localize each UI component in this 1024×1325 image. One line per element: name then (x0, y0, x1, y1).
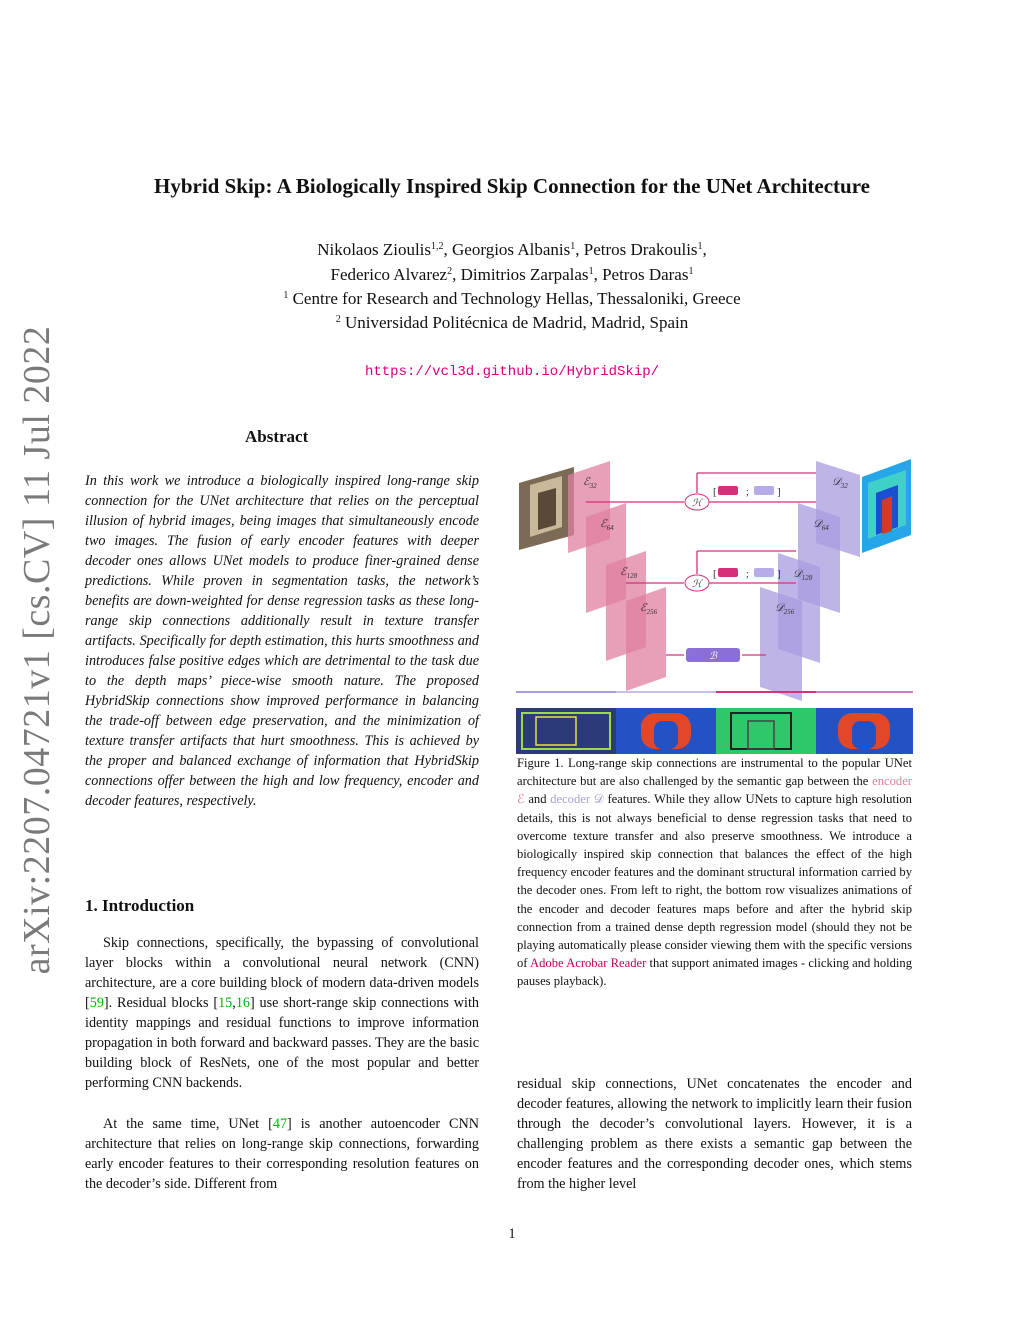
citation-link[interactable]: 15 (218, 995, 233, 1011)
author-affiliation-mark: 1 (588, 266, 594, 277)
author-name: Federico Alvarez (330, 265, 448, 284)
abstract-heading: Abstract (245, 427, 309, 446)
concat-separator: ; (746, 569, 749, 580)
author-name: Georgios Albanis (452, 240, 571, 259)
encoder-term: encoder ℰ (517, 774, 912, 807)
author-separator: , (443, 240, 453, 259)
author-affiliation-mark: 1 (697, 241, 703, 252)
decoder-plane (760, 587, 802, 701)
figure-caption (517, 754, 912, 991)
hybrid-label: ℋ (692, 579, 702, 590)
decoder-plane-label: 𝒟$_{128}$ (793, 568, 813, 582)
decoder-plane-label: 𝒟$_{32}$ (832, 476, 848, 490)
affiliation-1 (0, 289, 1024, 309)
paragraph-text: Skip connections, specifically, the bypassing of convolutional layer blocks within a convolutional neural network (CNN) architecture, are a core building block of modern data-driven models [ (85, 935, 479, 1011)
author-name: Dimitrios Zarpalas (460, 265, 589, 284)
svg-text:[: [ (713, 568, 717, 580)
author-name: Petros Daras (602, 265, 689, 284)
output-depth-thumbnail (862, 459, 911, 553)
project-url-link[interactable]: https://vcl3d.github.io/HybridSkip/ (364, 364, 660, 380)
intro-paragraph-1 (85, 933, 479, 1093)
author-affiliation-mark: 2 (447, 266, 453, 277)
affiliation-text: Centre for Research and Technology Hellas, Thessaloniki, Greece (292, 289, 741, 308)
affiliation-number: 1 (283, 290, 289, 301)
encoder-plane (626, 587, 666, 691)
paper-title: Hybrid Skip: A Biologically Inspired Skip Connection for the UNet Architecture (153, 174, 870, 198)
author-separator: , (452, 265, 461, 284)
author-name: Petros Drakoulis (583, 240, 698, 259)
svg-text:]: ] (777, 486, 781, 498)
affiliation-number: 2 (335, 314, 341, 325)
page-number: 1 (508, 1226, 516, 1242)
right-column-paragraph: residual skip connections, UNet concatenates the encoder and decoder features, allowing the network to implicitly learn their fusion through the decoder’s convolutional layers. However, it is a challenging problem as there exists a semantic gap between the encoder features and the corresponding decoder ones, which stems from the higher level (517, 1076, 912, 1192)
adobe-reader-link[interactable]: Adobe Acrobar Reader (530, 956, 647, 971)
paragraph-text: , (232, 995, 236, 1011)
abstract-text: In this work we introduce a biologically inspired long-range skip connection for the UNet architecture that relies on the perceptual illusion of hybrid images, being images that simultaneously encode two images. The fusion of early encoder features with deeper decoder ones allows UNet models to produce finer-grained dense predictions. While proven in segmentation tasks, the network’s benefits are down-weighted for dense regression tasks as these long-range skip connections additionally result in texture transfer artifacts. Specifically for depth estimation, this hurts smoothness and introduces false positive edges which are detrimental to the task due to the depth maps’ piece-wise smooth nature. The proposed HybridSkip connections show improved performance in balancing the trade-off between edge preservation, and the minimization of texture transfer artifacts that hurt smoothness. This is achieved by the proper and balanced exchange of information that HybridSkip connections offer between the high and low frequency, encoder and decoder features, respectively. (85, 473, 479, 809)
bottleneck-block (686, 648, 740, 662)
caption-text: and (524, 792, 551, 807)
citation-link[interactable]: 16 (235, 995, 250, 1011)
decoder-term: decoder 𝒟 (550, 792, 604, 807)
author-separator: , (593, 265, 603, 284)
author-separator: , (702, 240, 707, 259)
decoder-planes (760, 461, 860, 701)
bottleneck-label: ℬ (709, 651, 717, 662)
citation-link[interactable]: 47 (272, 1116, 288, 1132)
encoder-plane-label: ℰ$_{128}$ (620, 566, 638, 580)
paragraph-text: ]. Residual blocks [ (103, 995, 219, 1011)
paragraph-text: ] is another autoencoder CNN architecture that relies on long-range skip connections, forwarding early encoder features to their corresponding resolution features on the decoder’s side. Different from (85, 1116, 479, 1192)
affiliation-2 (0, 313, 1024, 333)
author-affiliation-mark: 1,2 (431, 241, 444, 252)
caption-text: features. While they allow UNets to capture high resolution details, this is not always beneficial to dense regression tasks that need to overcome texture transfer and also preserve smoothness. We introduce a biologically inspired skip connection that balances the effect of the high frequency encoder features and the dominant structural information carried by the decoder ones. From left to right, the bottom row visualizes animations of the encoder and decoder features maps before and after the hybrid skip connection from a trained dense depth regression model (should they not be playing automatically please consider viewing them with the specific versions of (517, 792, 912, 971)
concat-separator: ; (746, 487, 749, 498)
arxiv-stamp: arXiv:2207.04721v1 [cs.CV] 11 Jul 2022 (16, 325, 58, 975)
caption-text: that support animated images - clicking and holding pauses playback). (517, 956, 913, 989)
author-name: Nikolaos Zioulis (317, 240, 432, 259)
svg-text:]: ] (777, 568, 781, 580)
hybrid-node-1 (685, 494, 709, 510)
svg-text:[: [ (713, 486, 717, 498)
author-line-2 (0, 265, 1024, 285)
hybrid-node-2 (685, 575, 709, 591)
affiliation-text: Universidad Politécnica de Madrid, Madrid, Spain (345, 313, 689, 332)
intro-heading: 1. Introduction (85, 896, 195, 915)
encoder-plane-label: ℰ$_{64}$ (600, 518, 614, 532)
author-line-1 (0, 240, 1024, 260)
concat-block-1 (713, 486, 781, 498)
paragraph-text: ] use short-range skip connections with identity mappings and residual functions to improve information propagation in both forward and backward passes. They are the basic building block of ResNets, one of the most popular and better performing CNN backends. (85, 995, 479, 1091)
author-separator: , (575, 240, 584, 259)
encoder-planes (568, 461, 666, 691)
encoder-plane-label: ℰ$_{256}$ (640, 602, 658, 616)
citation-link[interactable]: 59 (89, 995, 104, 1011)
caption-text: Figure 1. Long-range skip connections are instrumental to the popular UNet architecture but are also challenged by the semantic gap between the (517, 756, 912, 789)
paragraph-text: At the same time, UNet [ (103, 1116, 273, 1132)
concat-block-2 (713, 568, 781, 580)
hybrid-label: ℋ (692, 498, 702, 509)
decoder-plane-label: 𝒟$_{64}$ (813, 518, 829, 532)
intro-paragraph-2 (85, 1114, 479, 1194)
encoder-plane-label: ℰ$_{32}$ (583, 476, 597, 490)
figure-1-unet-diagram (516, 455, 913, 755)
decoder-plane-label: 𝒟$_{256}$ (775, 602, 795, 616)
author-affiliation-mark: 1 (570, 241, 576, 252)
feature-animation-strip (516, 708, 913, 754)
author-affiliation-mark: 1 (688, 266, 694, 277)
input-image-thumbnail (519, 467, 574, 550)
